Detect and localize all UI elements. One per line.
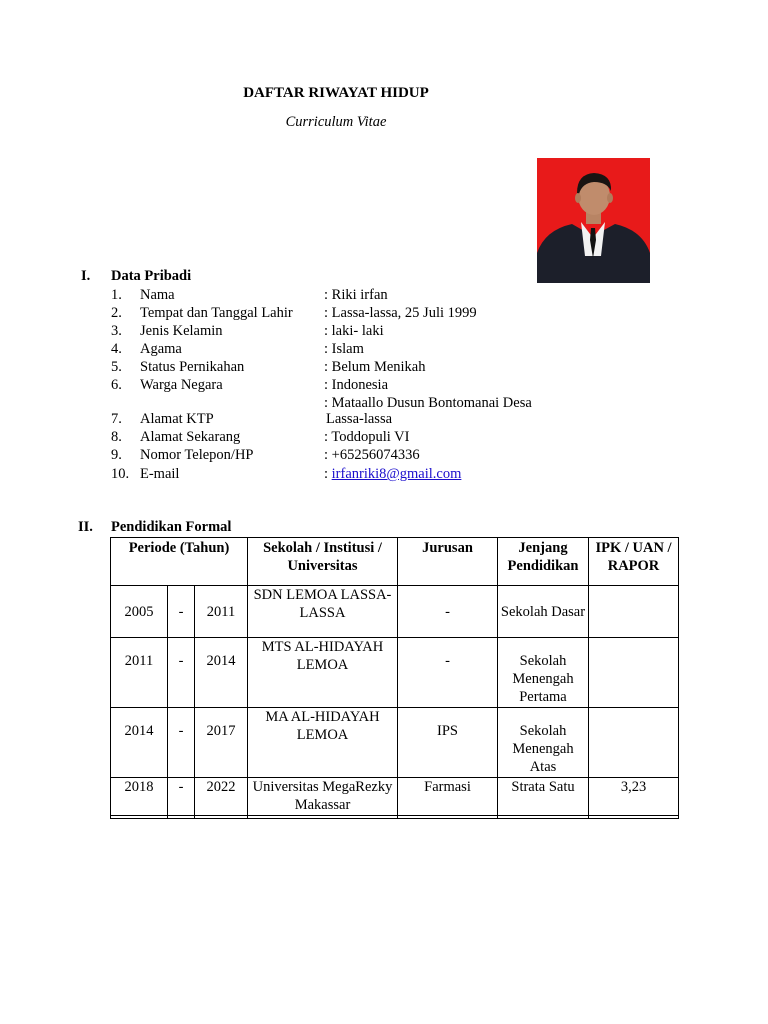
- year-dash: -: [168, 586, 195, 638]
- item-label: E-mail: [140, 466, 180, 482]
- school-name: SDN LEMOA LASSA-LASSA: [248, 586, 398, 638]
- item-value: : Indonesia: [324, 377, 389, 393]
- end-year: 2011: [195, 586, 248, 638]
- education-table: [110, 537, 679, 819]
- item-label: Nomor Telepon/HP: [140, 447, 254, 463]
- person-portrait-icon: [537, 158, 650, 283]
- year-dash: -: [168, 638, 195, 708]
- section-number-personal: I.: [81, 268, 91, 284]
- personal-row-current-address: [0, 428, 768, 446]
- item-value: [324, 465, 461, 483]
- school-name: Universitas MegaRezky Makassar: [248, 778, 398, 816]
- item-number: 2.: [111, 305, 122, 321]
- major: IPS: [398, 708, 498, 778]
- year-dash: -: [168, 708, 195, 778]
- item-label: Jenis Kelamin: [140, 323, 223, 339]
- document-title: DAFTAR RIWAYAT HIDUP: [243, 85, 429, 101]
- table-row-spacer: [111, 816, 679, 819]
- personal-row-marital: [0, 358, 768, 376]
- major: -: [398, 586, 498, 638]
- section-title-education: Pendidikan Formal: [111, 519, 232, 535]
- item-label: Alamat KTP: [140, 411, 214, 427]
- item-number: 5.: [111, 359, 122, 375]
- personal-row-gender: [0, 322, 768, 340]
- table-row: [111, 708, 679, 778]
- item-value: : Toddopuli VI: [324, 429, 410, 445]
- item-label: Tempat dan Tanggal Lahir: [140, 305, 293, 321]
- start-year: 2005: [111, 586, 168, 638]
- score: 3,23: [589, 778, 679, 816]
- email-prefix: :: [324, 466, 332, 482]
- document-subtitle: Curriculum Vitae: [285, 114, 387, 130]
- score: [589, 638, 679, 708]
- end-year: 2017: [195, 708, 248, 778]
- item-label: Warga Negara: [140, 377, 223, 393]
- item-number: 9.: [111, 447, 122, 463]
- start-year: 2018: [111, 778, 168, 816]
- year-dash: -: [168, 778, 195, 816]
- item-number: 1.: [111, 287, 122, 303]
- item-value: : Islam: [324, 341, 364, 357]
- major: Farmasi: [398, 778, 498, 816]
- item-number: 6.: [111, 377, 122, 393]
- end-year: 2022: [195, 778, 248, 816]
- table-header-row: [111, 538, 679, 586]
- item-value: : laki- laki: [324, 323, 384, 339]
- personal-row-name: [0, 286, 768, 304]
- item-value: Lassa-lassa: [326, 411, 393, 427]
- education-level: Sekolah Menengah Pertama: [498, 638, 589, 708]
- item-number: 8.: [111, 429, 122, 445]
- item-number: 10.: [111, 466, 130, 482]
- start-year: 2014: [111, 708, 168, 778]
- item-value: : Lassa-lassa, 25 Juli 1999: [324, 305, 477, 321]
- item-value: : Mataallo Dusun Bontomanai Desa: [324, 395, 532, 411]
- table-row: [111, 778, 679, 816]
- personal-row-ktp-address: [0, 410, 768, 428]
- education-level: Strata Satu: [498, 778, 589, 816]
- section-number-education: II.: [78, 519, 93, 535]
- score: [589, 586, 679, 638]
- profile-photo: [537, 158, 650, 283]
- header-ipk: IPK / UAN / RAPOR: [589, 538, 679, 586]
- item-value: : Belum Menikah: [324, 359, 426, 375]
- school-name: MTS AL-HIDAYAH LEMOA: [248, 638, 398, 708]
- end-year: 2014: [195, 638, 248, 708]
- item-number: 3.: [111, 323, 122, 339]
- personal-row-email: [0, 465, 768, 483]
- item-value: : +65256074336: [324, 447, 420, 463]
- school-name: MA AL-HIDAYAH LEMOA: [248, 708, 398, 778]
- personal-row-religion: [0, 340, 768, 358]
- education-level: Sekolah Dasar: [498, 586, 589, 638]
- major: -: [398, 638, 498, 708]
- item-value: : Riki irfan: [324, 287, 388, 303]
- table-row: [111, 586, 679, 638]
- score: [589, 708, 679, 778]
- item-label: Nama: [140, 287, 175, 303]
- header-jenjang: Jenjang Pendidikan: [498, 538, 589, 586]
- personal-row-phone: [0, 446, 768, 464]
- header-periode: Periode (Tahun): [111, 538, 248, 586]
- item-label: Status Pernikahan: [140, 359, 245, 375]
- personal-row-nationality: [0, 376, 768, 394]
- item-label: Alamat Sekarang: [140, 429, 241, 445]
- header-jurusan: Jurusan: [398, 538, 498, 586]
- education-level: Sekolah Menengah Atas: [498, 708, 589, 778]
- table-row: [111, 638, 679, 708]
- section-title-personal: Data Pribadi: [111, 268, 192, 284]
- item-number: 7.: [111, 411, 122, 427]
- personal-row-birth: [0, 304, 768, 322]
- start-year: 2011: [111, 638, 168, 708]
- item-label: Agama: [140, 341, 182, 357]
- email-link[interactable]: irfanriki8@gmail.com: [331, 466, 462, 482]
- item-number: 4.: [111, 341, 122, 357]
- header-sekolah: Sekolah / Institusi / Universitas: [248, 538, 398, 586]
